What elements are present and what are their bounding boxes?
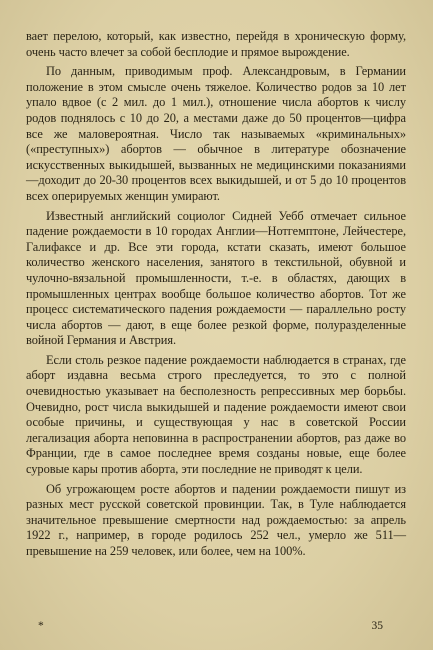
paragraph-5: Об угрожающем росте абортов и падении рождаемости пишут из разных мест русской советской провинции. Так, в Туле наблюдается значительное превышение смертности над рождаемостью: за апрель 1922 г., например, в городе родилось 252 чел., умерло же 511—превышение на 259 человек, или более, чем на 100%. — [26, 481, 406, 558]
paragraph-1: вает перелою, который, как известно, перейдя в хроническую форму, очень часто влечет за собой бесплодие и прямое вырождение. — [26, 29, 406, 59]
paragraph-2: По данным, приводимым проф. Александровым, в Германии положение в этом смысле очень тяжелое. Количество родов за 10 лет упало вдвое (с 2 мил. до 1 мил.), отношение числа абортов к числу родов поднялось с 10 до 20, а местами даже до 50 процентов—цифра все же маловероятная. Число так называемых «криминальных» («преступных») абортов — обычное в литературе обозначение искусственных выкидышей, вызванных не медицинскими показаниями—доходит до 20-30 процентов всех выкидышей, и от 5 до 10 процентов всех оперируемых женщин умирают. — [26, 64, 406, 203]
signature-mark: * — [38, 620, 44, 632]
paragraph-3: Известный английский социолог Сидней Уебб отмечает сильное падение рождаемости в 10 городах Англии—Нотгемптоне, Лейчестере, Галифаксе и др. Все эти города, кстати сказать, имеют большое количество женского населения, занятого в текстильной, обувной и чулочно-вязальной промышленности, т.-е. в областях, дающих в промышленных центрах вообще большое количество абортов. Тот же процесс систематического падения рождаемости — параллельно росту числа абортов — дают, в еще более резкой форме, полуразделенные войной Германия и Австрия. — [26, 208, 406, 348]
page-body — [26, 29, 406, 560]
page-number: 35 — [371, 620, 383, 632]
page-footer — [0, 620, 433, 636]
paragraph-4: Если столь резкое падение рождаемости наблюдается в странах, где аборт издавна весьма строго преследуется, то это с полной очевидностью указывает на бесполезность репрессивных мер борьбы. Очевидно, рост числа выкидышей и падение рождаемости имеют свои особые причины, и существующая у нас в советской России легализация аборта неповинна в распространении абортов, раз даже во Франции, где в самое последнее время созданы новые, еще более суровые кары против аборта, эти последние не приводят к цели. — [26, 352, 406, 477]
